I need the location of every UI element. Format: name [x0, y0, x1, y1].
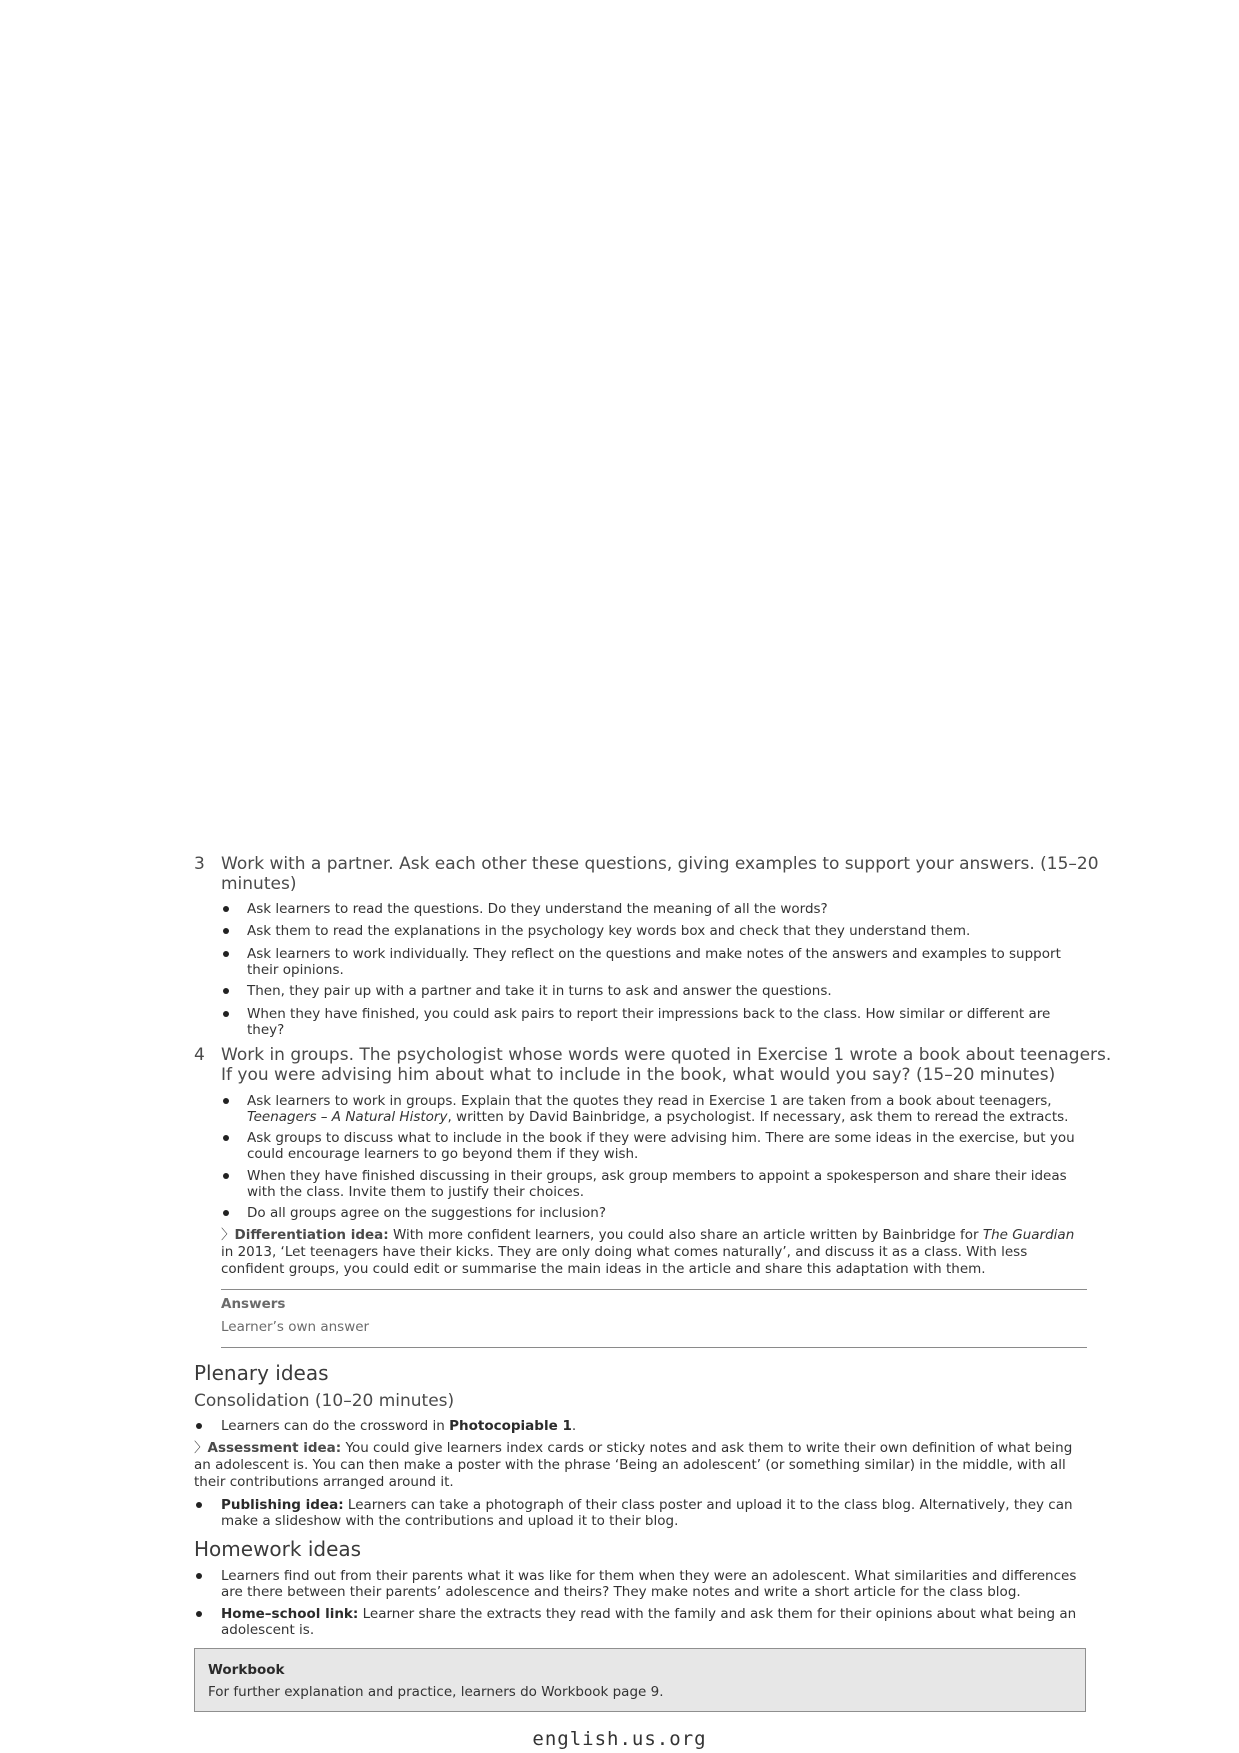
chevron-right-icon: 〉 — [194, 1440, 208, 1456]
differentiation-label: Differentiation idea: — [234, 1227, 389, 1243]
home-school-link — [221, 1606, 1087, 1638]
bullet-dot — [196, 1573, 202, 1579]
plenary-heading: Plenary ideas — [194, 1361, 329, 1385]
answers-bottom-rule — [221, 1347, 1087, 1348]
workbook-text: For further explanation and practice, learners do Workbook page 9. — [208, 1684, 664, 1700]
workbook-box — [194, 1648, 1086, 1712]
bullet-text: . — [571, 1418, 577, 1434]
bullet-dot — [223, 928, 229, 934]
exercise-3-bullet: Ask learners to work individually. They reflect on the questions and make notes of the answers and examples to support their opinions. — [247, 946, 1061, 978]
home-school-text: Learner share the extracts they read with the family and ask them for their opinions about what being an adolescent is. — [221, 1606, 1077, 1638]
bullet-text: Learners can do the crossword in — [221, 1418, 450, 1434]
publishing-label: Publishing idea: — [221, 1497, 344, 1513]
bullet-dot — [223, 906, 229, 912]
exercise-3-bullet: Ask them to read the explanations in the psychology key words box and check that they understand them. — [247, 923, 971, 939]
home-school-label: Home–school link: — [221, 1606, 359, 1622]
bullet-text: Ask learners to work in groups. Explain that the quotes they read in Exercise 1 are taken from a book about teenagers, — [247, 1093, 1052, 1109]
exercise-3-title: Work with a partner. Ask each other these questions, giving examples to support your answers. (15–20 minutes) — [221, 854, 1099, 894]
exercise-4-number: 4 — [194, 1045, 205, 1065]
differentiation-idea — [221, 1227, 1087, 1278]
chevron-right-icon: 〉 — [221, 1227, 235, 1243]
exercise-3-bullet: Ask learners to read the questions. Do they understand the meaning of all the words? — [247, 901, 828, 917]
workbook-title: Workbook — [208, 1662, 285, 1678]
bullet-dot — [223, 1135, 229, 1141]
plenary-bullet — [221, 1418, 1087, 1434]
assessment-text: You could give learners index cards or sticky notes and ask them to write their own definition of what being an adolescent is. You can then make a poster with the phrase ‘Being an adolescent’ (or something similar) in the middle, with all their contributions arranged around it. — [194, 1440, 1073, 1490]
consolidation-heading: Consolidation (10–20 minutes) — [194, 1391, 455, 1411]
answers-top-rule — [221, 1289, 1087, 1290]
bullet-dot — [223, 951, 229, 957]
exercise-4-bullet: Ask groups to discuss what to include in the book if they were advising him. There are some ideas in the exercise, but you could encourage learners to go beyond them if they wish. — [247, 1130, 1075, 1162]
photocopiable-ref: Photocopiable 1 — [449, 1418, 572, 1434]
exercise-4-title: Work in groups. The psychologist whose words were quoted in Exercise 1 wrote a book about teenagers. If you were advising him about what to include in the book, what would you say? (15–20 minutes) — [221, 1045, 1112, 1085]
bullet-dot — [223, 1011, 229, 1017]
bullet-dot — [223, 1098, 229, 1104]
answers-label: Answers — [221, 1296, 286, 1312]
exercise-3-number: 3 — [194, 854, 205, 874]
publication-title: The Guardian — [982, 1227, 1075, 1243]
book-title: Teenagers – A Natural History — [247, 1109, 448, 1125]
differentiation-text: in 2013, ‘Let teenagers have their kicks. They are only doing what comes naturally’, and discuss it as a class. With less confident groups, you could edit or summarise the main ideas in the article and share this adaptation with them. — [221, 1244, 1028, 1277]
exercise-3-bullet: Then, they pair up with a partner and take it in turns to ask and answer the questions. — [247, 983, 832, 999]
exercise-4-bullet: Do all groups agree on the suggestions for inclusion? — [247, 1205, 607, 1221]
bullet-dot — [223, 1173, 229, 1179]
bullet-dot — [196, 1611, 202, 1617]
bullet-dot — [196, 1423, 202, 1429]
exercise-4-bullet — [247, 1093, 1087, 1125]
homework-bullet: Learners find out from their parents what it was like for them when they were an adolescent. What similarities and differences are there between their parents’ adolescence and theirs? They make notes and write a short article for the class blog. — [221, 1568, 1077, 1600]
publishing-text: Learners can take a photograph of their class poster and upload it to the class blog. Alternatively, they can make a slideshow with the contributions and upload it to their blog. — [221, 1497, 1073, 1529]
bullet-dot — [223, 1210, 229, 1216]
footer-watermark: english.us.org — [532, 1728, 707, 1750]
assessment-label: Assessment idea: — [207, 1440, 342, 1456]
bullet-dot — [223, 988, 229, 994]
answers-text: Learner’s own answer — [221, 1319, 370, 1335]
homework-heading: Homework ideas — [194, 1537, 362, 1561]
bullet-dot — [196, 1502, 202, 1508]
exercise-4-bullet: When they have finished discussing in their groups, ask group members to appoint a spokesperson and share their ideas with the class. Invite them to justify their choices. — [247, 1168, 1067, 1200]
bullet-text: , written by David Bainbridge, a psychologist. If necessary, ask them to reread the extracts. — [447, 1109, 1069, 1125]
assessment-idea — [194, 1440, 1087, 1491]
differentiation-text: With more confident learners, you could also share an article written by Bainbridge for — [388, 1227, 983, 1243]
exercise-3-bullet: When they have finished, you could ask pairs to report their impressions back to the class. How similar or different are they? — [247, 1006, 1051, 1038]
publishing-idea — [221, 1497, 1087, 1529]
